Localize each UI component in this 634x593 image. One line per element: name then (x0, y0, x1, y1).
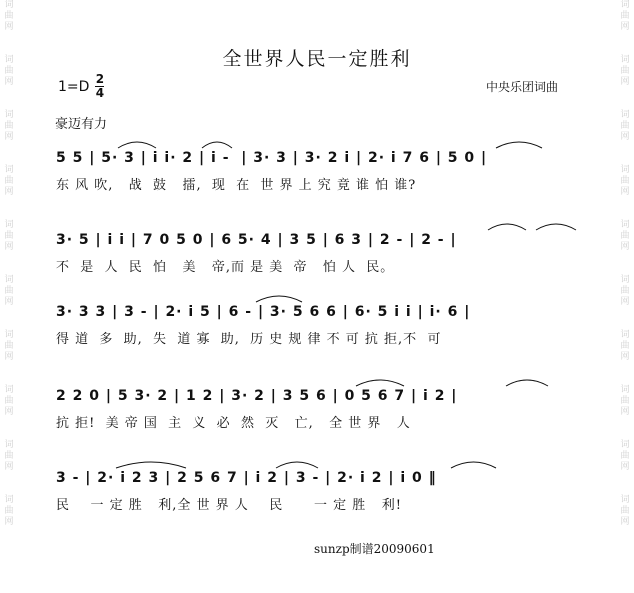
music-system-4 (56, 384, 570, 431)
song-title: 全世界人民一定胜利 (222, 48, 412, 70)
composer-credit: 中央乐团词曲 (485, 80, 558, 94)
notes-line-4: 2 2 0 | 5 3· 2 | 1 2 | 3· 2 | 3 5 6 | 0 5 6 7 | i 2 | (56, 388, 458, 404)
notes-line-1: 5 5 | 5· 3 | i i· 2 | i - | 3· 3 | 3· 2 i | 2· i 7 6 | 5 0 | (56, 150, 488, 166)
lyrics-line-5: 民 一 定 胜 利,全 世 界 人 民 一 定 胜 利! (56, 498, 402, 513)
watermark-left: 词 曲 网 词 曲 网 词 曲 网 词 曲 网 词 曲 网 词 曲 网 词 曲 网 词 曲 网 词 曲 网 词 曲 网 (4, 0, 14, 527)
lyrics-line-3: 得 道 多 助, 失 道 寡 助, 历 史 规 律 不 可 抗 拒,不 可 (56, 332, 442, 347)
time-signature (95, 74, 104, 99)
tempo-marking: 豪迈有力 (55, 117, 108, 132)
key-signature (58, 74, 104, 99)
music-system-3 (56, 300, 570, 347)
lyrics-line-2: 不 是 人 民 怕 美 帝,而 是 美 帝 怕 人 民。 (56, 260, 395, 275)
lyrics-line-4: 抗 拒! 美 帝 国 主 义 必 然 灭 亡, 全 世 界 人 (56, 416, 411, 431)
notes-line-3: 3· 3 3 | 3 - | 2· i 5 | 6 - | 3· 5 6 6 | 6· 5 i i | i· 6 | (56, 304, 471, 320)
time-denominator: 4 (95, 86, 105, 100)
music-system-5 (56, 466, 570, 513)
music-system-2 (56, 228, 570, 275)
watermark-right: 词 曲 网 词 曲 网 词 曲 网 词 曲 网 词 曲 网 词 曲 网 词 曲 网 词 曲 网 词 曲 网 词 曲 网 (620, 0, 630, 527)
notes-line-2: 3· 5 | i i | 7 0 5 0 | 6 5· 4 | 3 5 | 6 3 | 2 - | 2 - | (56, 232, 457, 248)
lyrics-line-1: 东 风 吹, 战 鼓 擂, 现 在 世 界 上 究 竟 谁 怕 谁? (56, 178, 417, 193)
key-label: 1=D (58, 78, 90, 95)
notes-line-5: 3 - | 2· i 2 3 | 2 5 6 7 | i 2 | 3 - | 2· i 2 | i 0 ‖ (56, 470, 437, 486)
music-system-1 (56, 146, 570, 193)
transcriber-credit: sunzp制谱20090601 (314, 542, 435, 556)
time-numerator: 2 (95, 72, 105, 86)
